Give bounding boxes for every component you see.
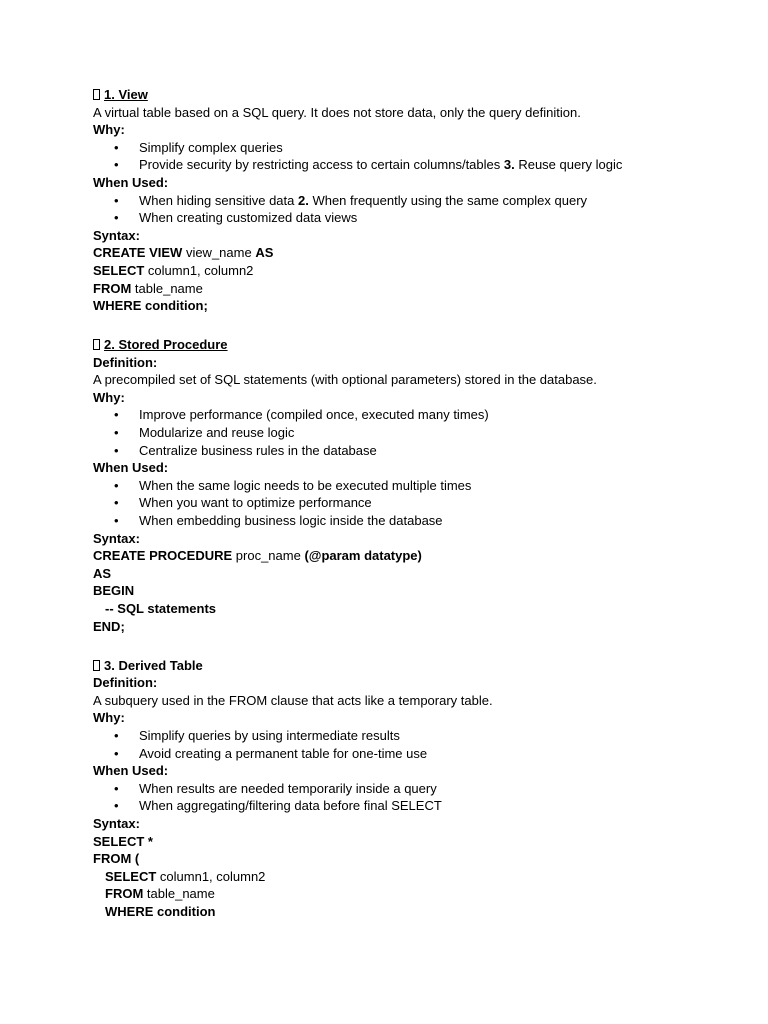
view-when-item: • When hiding sensitive data 2. When frequently using the same complex query [93,192,743,210]
derived-when-item: • When results are needed temporarily inside a query [93,780,743,798]
proc-syntax-label: Syntax: [93,530,140,546]
proc-definition: A precompiled set of SQL statements (with optional parameters) stored in the database. [93,372,597,388]
derived-definition: A subquery used in the FROM clause that acts like a temporary table. [93,692,493,708]
proc-why-item: • Centralize business rules in the database [93,442,743,460]
missing-glyph-icon [93,89,100,100]
view-syntax-line: WHERE condition; [93,298,208,314]
missing-glyph-icon [93,660,100,671]
proc-why-label: Why: [93,389,125,405]
derived-syntax-line: FROM ( [93,851,140,867]
view-why-label: Why: [93,122,125,138]
proc-when-label: When Used: [93,460,169,476]
derived-syntax-line: FROM table_name [105,886,215,902]
derived-why-label: Why: [93,710,125,726]
view-syntax-line: FROM table_name [93,280,203,296]
derived-syntax-line: SELECT * [93,833,153,849]
proc-definition-label: Definition: [93,354,158,370]
view-syntax-line: SELECT column1, column2 [93,262,254,278]
derived-why-item: • Avoid creating a permanent table for one-time use [93,745,743,763]
derived-definition-label: Definition: [93,675,158,691]
missing-glyph-icon [93,339,100,350]
view-why-item: • Provide security by restricting access to certain columns/tables 3. Reuse query logic [93,156,743,174]
view-definition: A virtual table based on a SQL query. It does not store data, only the query definition. [93,104,581,120]
proc-when-item: • When you want to optimize performance [93,494,743,512]
derived-when-label: When Used: [93,763,169,779]
derived-syntax-line: SELECT column1, column2 [105,868,266,884]
proc-when-item: • When the same logic needs to be executed multiple times [93,477,743,495]
proc-syntax-line: CREATE PROCEDURE proc_name (@param datatype) [93,548,422,564]
proc-heading: 2. Stored Procedure [93,336,743,354]
proc-why-item: • Improve performance (compiled once, executed many times) [93,406,743,424]
view-syntax-label: Syntax: [93,227,140,243]
proc-syntax-line: END; [93,618,125,634]
derived-when-item: • When aggregating/filtering data before final SELECT [93,797,743,815]
view-why-item: • Simplify complex queries [93,139,743,157]
derived-syntax-label: Syntax: [93,815,140,831]
document-content [93,86,743,921]
proc-when-item: • When embedding business logic inside the database [93,512,743,530]
derived-why-item: • Simplify queries by using intermediate results [93,727,743,745]
proc-syntax-line: -- SQL statements [105,601,217,617]
derived-heading: 3. Derived Table [93,657,743,675]
proc-why-item: • Modularize and reuse logic [93,424,743,442]
view-syntax-line: CREATE VIEW view_name AS [93,245,274,261]
view-when-item: • When creating customized data views [93,209,743,227]
proc-syntax-line: BEGIN [93,583,135,599]
view-when-label: When Used: [93,174,169,190]
view-heading: 1. View [93,86,743,104]
derived-syntax-line: WHERE condition [105,903,216,919]
proc-syntax-line: AS [93,565,112,581]
